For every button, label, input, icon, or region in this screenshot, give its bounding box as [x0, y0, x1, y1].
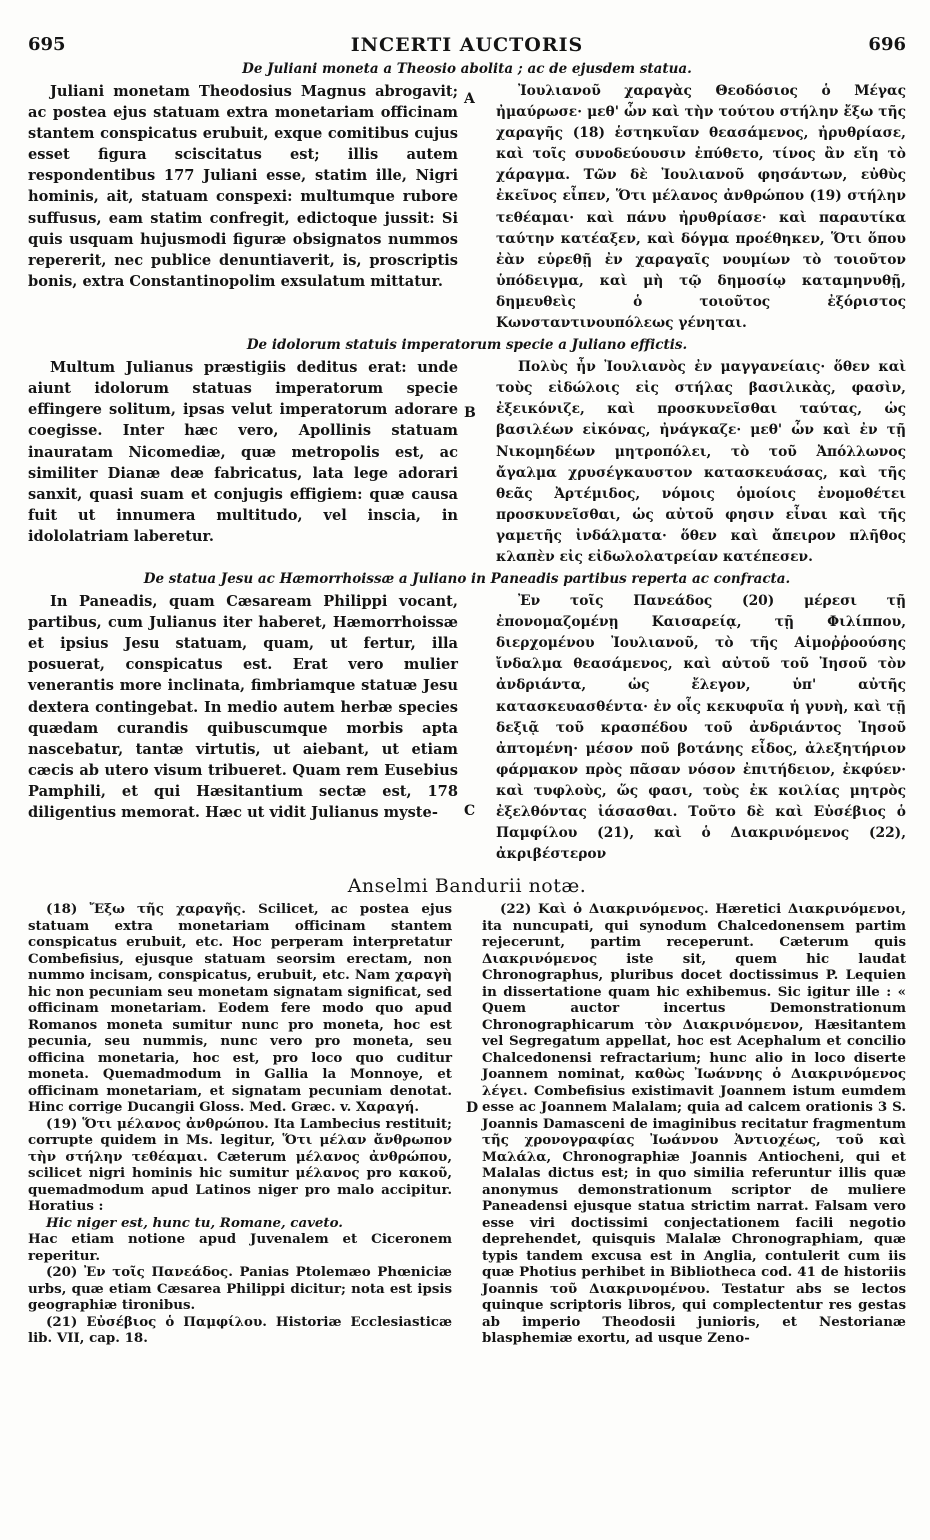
latin-column-2: [28, 357, 458, 568]
latin-paragraph-3: In Paneadis, quam Cæsaream Philippi vocant, partibus, cum Julianus iter haberet, Hæmorrhoissæ et ipsius Jesu statuam, quam, ut fertur, illa posuerat, conspicatus est. Erat vero mulier venerantis more inclinata, fimbriamque statuæ Jesu dextera contingebat. In medio autem herbæ species quædam curandis quibuscumque morbis apta nascebatur, tantæ virtutis, ut aiebant, ut etiam cæcis ab utero visum tribueret. Quam rem Eusebius Pamphili, et qui Hæsitantium sectæ est, 178 diligentius memorat. Hæc ut vidit Julianus myste-: [28, 593, 458, 821]
greek-paragraph-3: Ἐν τοῖς Πανεάδος (20) μέρεσι τῇ ἐπονομαζομένῃ Καισαρείᾳ, τῇ Φιλίππου, διερχομένου Ἰουλιανοῦ, τὸ τῆς Αἱμοῤῥοούσης ἴνδαλμα θεασάμενος, καὶ αὐτοῦ τοῦ Ἰησοῦ τὸν ἀνδριάντα, ὡς ἔλεγον, ὑπ' αὐτῆς κατασκευασθέντα· ἐν οἷς κεκυφυῖα ἡ γυνὴ, καὶ τῇ δεξιᾷ τοῦ κρασπέδου τοῦ ἀνδριάντος Ἰησοῦ ἀπτομένη· μέσον ποῦ βοτάνης εἶδος, ἀλεξητήριον φάρμακον πρὸς πᾶσαν νόσον ἐπιτήδειον, ἐκφύεν· καὶ τυφλοὺς, ὥς φασι, τοὺς ἐκ κοιλίας μητρὸς ἐξελθόντας ἰάσασθαι. Τοῦτο δὲ καὶ Εὐσέβιος ὁ Παμφίλου (21), καὶ ὁ Διακρινόμενος (22), ἀκριβέστερον: [496, 593, 906, 863]
section-heading-3: De statua Jesu ac Hæmorrhoissæ a Juliano in Paneadis partibus reperta ac confracta.: [143, 571, 791, 588]
greek-paragraph-2: Πολὺς ἦν Ἰουλιανὸς ἐν μαγγανείαις· ὅθεν καὶ τοὺς εἰδώλοις εἰς στήλας βασιλικὰς, φασὶν, ἐξεικόνιζε, καὶ προσκυνεῖσθαι ταύτας, ὡς βασιλέων εἰκόνας, ἠνάγκαζε· μεθ' ὧν καὶ ἐν τῇ Νικομηδέων μητροπόλει, τὸ τοῦ Ἀπόλλωνος ἄγαλμα χρυσέγκαυστον κατασκευάσας, καὶ τῆς θεᾶς Ἀρτέμιδος, νόμοις ὁμοίοις ἐνομοθέτει προσκυνεῖσθαι, ὡς αὐτοῦ φησιν εἶναι καὶ τῆς γαμετῆς ἰνδάλματα· ὅθεν καὶ ἄπειρον πλῆθος κλαπὲν εἰς εἰδωλολατρείαν κατέπεσεν.: [496, 359, 906, 565]
margin-marker-a: A: [464, 91, 475, 107]
latin-column-3: [28, 591, 458, 865]
section-heading-1: De Juliani moneta a Theosio abolita ; ac de ejusdem statua.: [242, 61, 692, 77]
section-heading-2: De idolorum statuis imperatorum specie a Juliano effictis.: [246, 337, 688, 354]
margin-marker-c: C: [464, 803, 476, 820]
note-20: (20) Ἐν τοῖς Πανεάδος. Panias Ptolemæo Phœniciæ urbs, quæ etiam Cæsarea Philippi dicitur; nota est ipsis geographiæ tironibus.: [28, 1264, 452, 1314]
notes-column-left: [28, 901, 452, 1347]
note-verse: Hic niger est, hunc tu, Romane, caveto.: [46, 1214, 343, 1231]
latin-column-1: [28, 81, 458, 334]
note-19: (19) Ὅτι μέλανος ἀνθρώπου. Ita Lambecius restituit; corrupte quidem in Ms. legitur, Ὅτι μέλαν ἄνθρωπον τὴν στήλην τεθέαμαι. Cæterum μέλανος ἀνθρώπου, scilicet nigri hominis hic sumitur μέλανος pro κακοῦ, quemadmodum apud Latinos niger pro malo accipitur. Horatius :: [28, 1115, 452, 1215]
note-18: (18) Ἔξω τῆς χαραγῆς. Scilicet, ac postea ejus statuam extra monetariam officinam stantem conspicatus erubuit, etc. Hoc perperam interpretatur Combefisius, ejusque statuam seorsim erectam, non nummo incisam, conspicatus, erubuit, etc. Nam χαραγὴ hic non pecuniam seu monetam signatam significat, sed officinam monetariam. Eodem fere modo quo apud Romanos moneta sumitur nunc pro moneta, hoc est pecunia, seu nummis, nunc vero pro moneta, seu officina monetaria, hoc est, pro loco quo cuditur moneta. Quemadmodum in Gallia la Monnoye, et officinam monetariam, et signatam pecuniam denotat. Hinc corrige Ducangii Gloss. Med. Græc. v. Χαραγή.: [28, 901, 452, 1116]
greek-column-3: [496, 591, 906, 865]
note-19-continued: Hac etiam notione apud Juvenalem et Ciceronem reperitur.: [28, 1231, 452, 1264]
page-number-left: 695: [28, 34, 66, 55]
notes-section: [28, 901, 906, 1347]
page: [28, 30, 906, 1347]
section-1: [28, 81, 906, 334]
margin-marker-b: B: [464, 405, 476, 422]
greek-column-2: [496, 357, 906, 568]
greek-column-1: [496, 81, 906, 334]
notes-title: Anselmi Bandurii notæ.: [347, 875, 587, 898]
page-header: [28, 30, 906, 58]
note-21: (21) Εὐσέβιος ὁ Παμφίλου. Historiæ Ecclesiasticæ lib. VII, cap. 18.: [28, 1313, 452, 1347]
section-2: [28, 357, 906, 568]
margin-marker-d: D: [466, 1100, 479, 1116]
greek-paragraph-1: Ἰουλιανοῦ χαραγὰς Θεοδόσιος ὁ Μέγας ἠμαύρωσε· μεθ' ὧν καὶ τὴν τούτου στήλην ἔξω τῆς χαραγῆς (18) ἑστηκυῖαν θεασάμενος, ἠρυθρίασε, καὶ τοῖς συνοδεύουσιν ἐπύθετο, τίνος ἂν εἴη τὸ χάραγμα. Τῶν δὲ Ἰουλιανοῦ φησάντων, εὐθὺς ἐκεῖνος εἶπεν, Ὅτι μέλανος ἀνθρώπου (19) στήλην τεθέαμαι· καὶ πάνυ ἠρυθρίασε· καὶ παραυτίκα ταύτην κατέαξεν, καὶ δόγμα προέθηκεν, Ὅτι ὅπου ἐὰν εὑρεθῇ ἐν χαραγαῖς νουμίων τὸ τοιοῦτον ὑπόδειγμα, καὶ μὴ τῷ δημοσίῳ καταμηνυθῇ, δημευθεὶς ὁ τοιοῦτος ἐξόριστος Κωνσταντινουπόλεως γένηται.: [496, 83, 906, 332]
page-number-right: 696: [868, 34, 906, 55]
notes-column-right: [482, 901, 906, 1347]
note-22: (22) Καὶ ὁ Διακρινόμενος. Hæretici Διακρινόμενοι, ita nuncupati, qui synodum Chalcedonensem partim rejecerunt, partim receperunt. Cæterum quis Διακρινόμενος iste sit, quem hic laudat Chronographus, pluribus docet doctissimus P. Lequien in dissertatione quam hic exhibemus. Sic igitur ille : « Quem auctor incertus Demonstrationum Chronographicarum τὸν Διακρινόμενον, Hæsitantem vel Segregatum appellat, hoc est Acephalum et concilio Chalcedonensi refractarium; hunc alio in loco diserte Joannem nominat, καθὼς Ἰωάννης ὁ Διακρινόμενος λέγει. Combefisius existimavit Joannem istum eumdem esse ac Joannem Malalam; quia ad calcem orationis 3 S. Joannis Damasceni de imaginibus recitatur fragmentum τῆς χρονογραφίας Ἰωάννου Ἀντιοχέως, τοῦ καὶ Μαλάλα, Chronographiæ Joannis Antiocheni, qui et Malalas dictus est; in quo similia referuntur illis quæ anonymus demonstrationum scriptor de muliere Paneadensi ejusque statua strictim narrat. Falsam vero esse viri doctissimi conjectationem facili negotio deprehendet, quisquis Malalæ Chronographiam, quæ typis tandem excusa est in Anglia, contulerit cum iis quæ Photius perhibet in Bibliotheca cod. 41 de historiis Joannis τοῦ Διακρινομένου. Testatur abs se lectos quinque scriptoris libros, qui complectentur res gestas ab imperio Theodosii junioris, et Nestorianæ blasphemiæ exortu, ad usque Zeno-: [482, 901, 906, 1347]
section-3: [28, 591, 906, 865]
latin-paragraph-1: Juliani monetam Theodosius Magnus abrogavit; ac postea ejus statuam extra monetariam officinam stantem conspicatus erubuit, exque comitibus cujus esset figura sciscitatus est; illis autem respondentibus 177 Juliani esse, statim ille, Nigri hominis, ait, statuam conspexi: multumque rubore suffusus, eam statim confregit, edictoque jussit: Si quis usquam hujusmodi figuræ obsignatos nummos repererit, nec publice denuntiaverit, is, proscriptis bonis, extra Constantinopolim exsulatum mittatur.: [28, 83, 458, 290]
running-title: INCERTI AUCTORIS: [350, 34, 584, 56]
latin-paragraph-2: Multum Julianus præstigiis deditus erat: unde aiunt idolorum statuas imperatorum specie effingere solitum, ipsas velut imperatorum adorare coegisse. Inter hæc vero, Apollinis statuam inauratam Nicomediæ, quæ metropolis est, ac similiter Dianæ deæ fabricatus, lata lege adorari sanxit, quasi suam et conjugis effigiem: quæ causa fuit ut innumera multitudo, vel inscia, in idololatriam laberetur.: [28, 359, 458, 545]
